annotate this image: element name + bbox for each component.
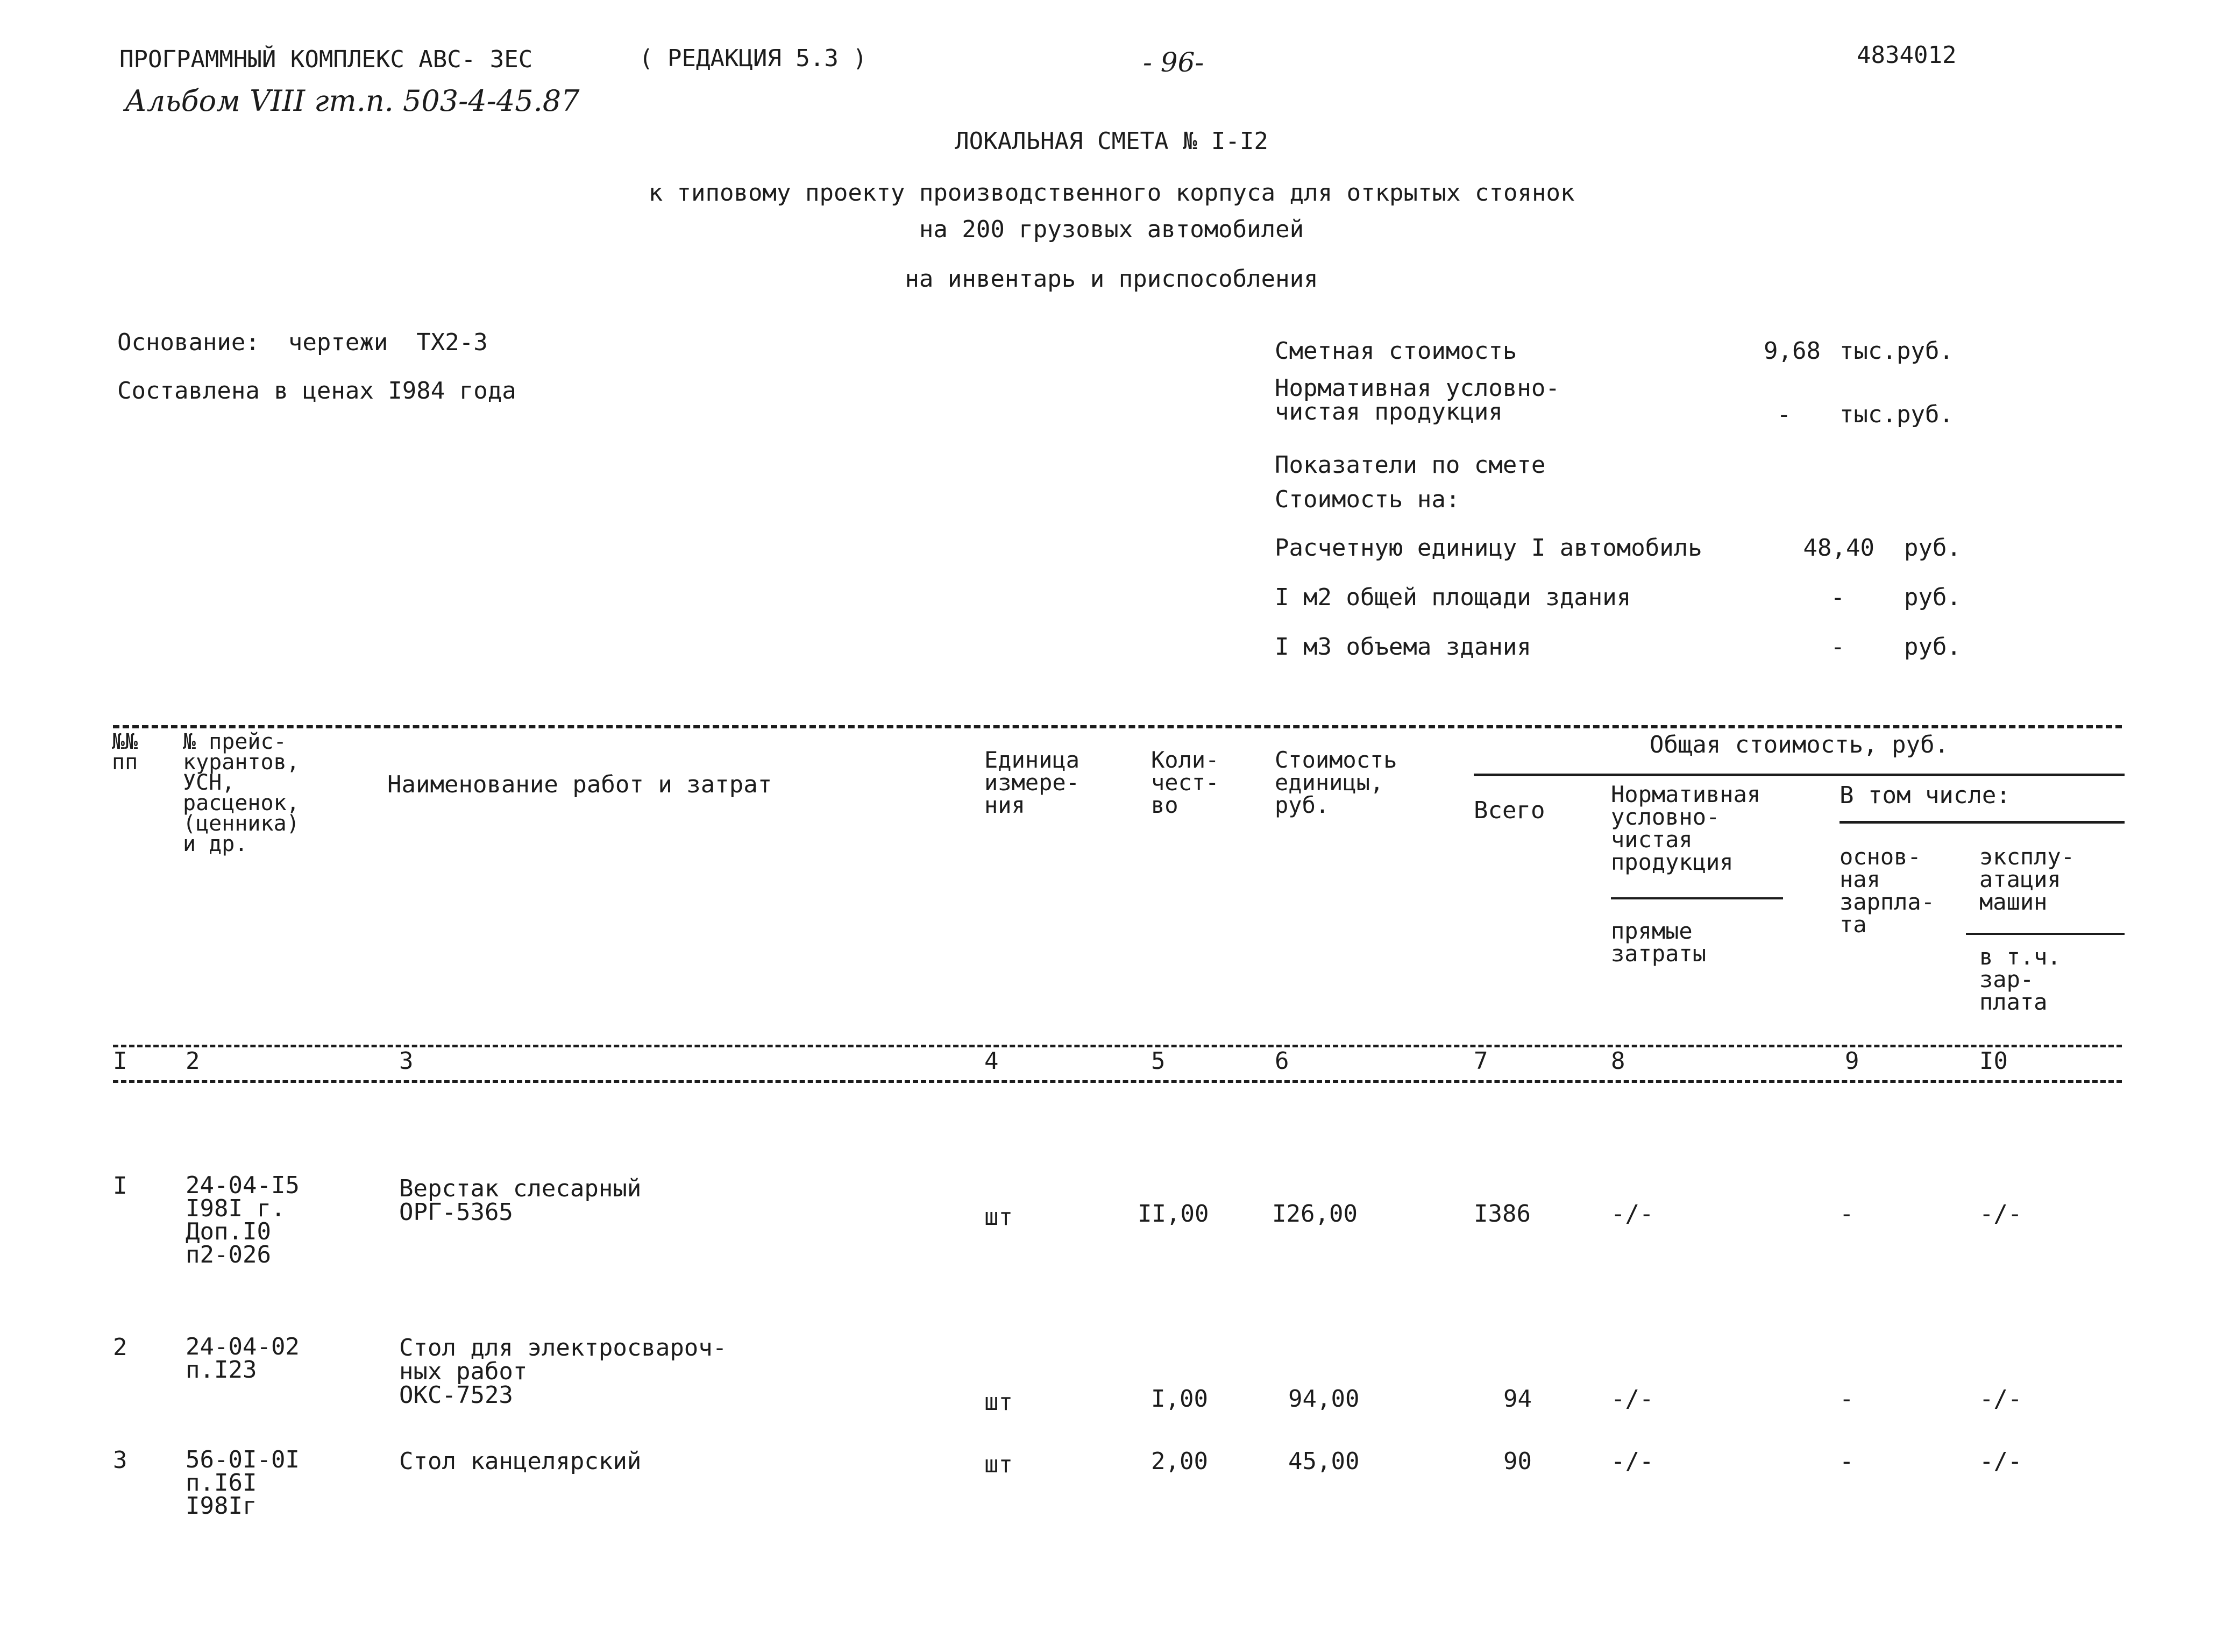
- col-number-1: I: [113, 1047, 127, 1075]
- row-price-reference: 56-0I-0I п.I6I I98Iг: [186, 1446, 300, 1520]
- row-machine-operation: -/-: [1979, 1448, 2022, 1475]
- row-base-wage: -: [1840, 1200, 1854, 1228]
- estimated-cost-value: 9,68: [1764, 337, 1821, 365]
- row-normative: -/-: [1611, 1200, 1654, 1228]
- row-total: 90: [1503, 1448, 1532, 1475]
- per-m3-value: -: [1830, 633, 1845, 661]
- row-total: I386: [1474, 1200, 1531, 1228]
- title-line-3: на инвентарь и приспособления: [905, 265, 1318, 293]
- header-total: Всего: [1474, 797, 1545, 824]
- normative-product-unit: тыс.руб.: [1840, 401, 1954, 428]
- cost-on-label: Стоимость на:: [1275, 486, 1460, 513]
- per-m3-label: I м3 объема здания: [1275, 633, 1531, 661]
- per-m2-unit: руб.: [1904, 584, 1961, 611]
- col-number-9: 9: [1845, 1047, 1859, 1075]
- row-work-name: Стол для электросвароч- ных работ ОКС-7523: [399, 1334, 727, 1409]
- header-quantity: Коли- чест- во: [1151, 747, 1219, 818]
- table-top-rule: [113, 725, 2122, 728]
- page-number: - 96-: [1143, 47, 1204, 78]
- row-base-wage: -: [1840, 1448, 1854, 1475]
- per-unit-label: Расчетную единицу I автомобиль: [1275, 534, 1702, 562]
- header-total-cost-group: Общая стоимость, руб.: [1649, 731, 1949, 758]
- row-price-reference: 24-04-I5 I98I г. Доп.I0 п2-026: [186, 1172, 300, 1269]
- per-unit-value: 48,40: [1803, 534, 1874, 562]
- estimated-cost-label: Сметная стоимость: [1275, 337, 1517, 365]
- column-numbers-top-rule: [113, 1045, 2122, 1047]
- col-number-2: 2: [186, 1047, 200, 1075]
- row-unit-cost: 45,00: [1288, 1448, 1360, 1475]
- row-quantity: II,00: [1138, 1200, 1209, 1228]
- album-note: Альбом VIII гт.п. 503-4-45.87: [125, 84, 580, 118]
- basis-prices-year: Составлена в ценах I984 года: [117, 377, 516, 405]
- col-number-3: 3: [399, 1047, 414, 1075]
- row-unit: шт: [984, 1451, 1013, 1478]
- column-numbers-bottom-rule: [113, 1080, 2122, 1083]
- row-unit: шт: [984, 1388, 1013, 1416]
- col-number-7: 7: [1474, 1047, 1488, 1075]
- header-total-group-rule: [1474, 774, 2125, 776]
- program-name: ПРОГРАММНЫЙ КОМПЛЕКС АВС- ЗЕС: [119, 46, 533, 73]
- row-work-name: Верстак слесарный ОРГ-5365: [399, 1175, 642, 1226]
- col-number-10: I0: [1979, 1047, 2008, 1075]
- header-normative-product: Нормативная условно- чистая продукция: [1611, 781, 1761, 875]
- header-including-rule: [1840, 821, 2125, 824]
- row-base-wage: -: [1840, 1385, 1854, 1413]
- normative-product-value: -: [1777, 401, 1791, 428]
- header-machine-wage: в т.ч. зар- плата: [1979, 944, 2061, 1015]
- row-machine-operation: -/-: [1979, 1385, 2022, 1413]
- per-m3-unit: руб.: [1904, 633, 1961, 661]
- estimated-cost-unit: тыс.руб.: [1840, 337, 1954, 365]
- row-number: 3: [113, 1447, 127, 1474]
- row-unit: шт: [984, 1203, 1013, 1231]
- header-unit: Единица измере- ния: [984, 747, 1080, 818]
- basis-drawings: Основание: чертежи ТХ2-3: [117, 329, 488, 356]
- row-number: I: [113, 1172, 127, 1200]
- header-machine-operation: эксплу- атация машин: [1979, 843, 2075, 915]
- per-unit-unit: руб.: [1904, 534, 1961, 562]
- header-row-number: №№ пп: [112, 729, 138, 775]
- header-normative-rule: [1611, 897, 1783, 899]
- row-unit-cost: I26,00: [1272, 1200, 1358, 1228]
- row-number: 2: [113, 1334, 127, 1361]
- header-price-reference: № прейс- курантов, УСН, расценок, (ценника) и др.: [183, 729, 300, 856]
- header-unit-cost: Стоимость единицы, руб.: [1275, 747, 1397, 818]
- row-work-name: Стол канцелярский: [399, 1448, 642, 1475]
- col-number-4: 4: [984, 1047, 999, 1075]
- header-work-name: Наименование работ и затрат: [387, 771, 772, 798]
- header-base-wage: основ- ная зарпла- та: [1840, 843, 1935, 938]
- header-including: В том числе:: [1840, 782, 2011, 809]
- header-machine-rule: [1966, 933, 2125, 935]
- col-number-6: 6: [1275, 1047, 1289, 1075]
- row-quantity: I,00: [1151, 1385, 1208, 1413]
- title-line-1: к типовому проекту производственного корпуса для открытых стоянок: [648, 179, 1575, 207]
- edition: ( РЕДАКЦИЯ 5.3 ): [639, 45, 867, 72]
- row-total: 94: [1503, 1385, 1532, 1413]
- row-quantity: 2,00: [1151, 1448, 1208, 1475]
- row-normative: -/-: [1611, 1448, 1654, 1475]
- col-number-5: 5: [1151, 1047, 1166, 1075]
- row-machine-operation: -/-: [1979, 1200, 2022, 1228]
- per-m2-value: -: [1830, 584, 1845, 611]
- header-direct-costs: прямые затраты: [1611, 918, 1707, 967]
- row-normative: -/-: [1611, 1385, 1654, 1413]
- per-m2-label: I м2 общей площади здания: [1275, 584, 1631, 611]
- col-number-8: 8: [1611, 1047, 1625, 1075]
- row-price-reference: 24-04-02 п.I23: [186, 1333, 300, 1384]
- normative-product-label: Нормативная условно- чистая продукция: [1275, 374, 1560, 426]
- indicators-label: Показатели по смете: [1275, 451, 1546, 479]
- estimate-title: ЛОКАЛЬНАЯ СМЕТА № I-I2: [955, 127, 1268, 155]
- document-number: 4834012: [1857, 41, 1957, 69]
- row-unit-cost: 94,00: [1288, 1385, 1360, 1413]
- title-line-2: на 200 грузовых автомобилей: [919, 216, 1304, 243]
